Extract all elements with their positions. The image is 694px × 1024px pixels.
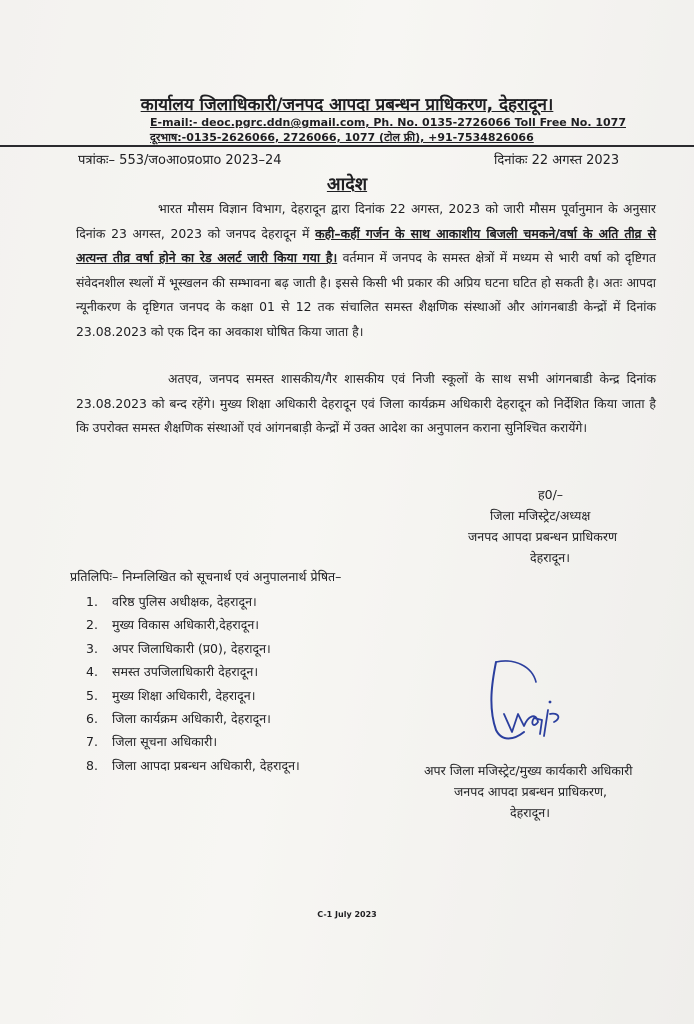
order-paragraph-2	[76, 367, 656, 441]
list-item	[86, 660, 300, 683]
footer-code: C-1 July 2023	[317, 910, 377, 919]
signatory-2-designation: अपर जिला मजिस्ट्रेट/मुख्य कार्यकारी अधिकारी	[424, 763, 633, 778]
list-item	[86, 730, 300, 753]
signatory-2-authority: जनपद आपदा प्रबन्धन प्राधिकरण,	[454, 784, 607, 799]
item-text: जिला आपदा प्रबन्धन अधिकारी, देहरादून।	[112, 757, 300, 773]
red-alert-highlight: कही–कहीं गर्जन के साथ आकाशीय बिजली चमकने/वर्षा के अति तीव्र से अत्यन्त तीव्र वर्षा होने का रेड अलर्ट जारी किया गया है।	[76, 225, 656, 265]
copy-recipient-list	[86, 590, 300, 777]
paragraph-2-text: अतएव, जनपद समस्त शासकीय/गैर शासकीय एवं निजी स्कूलों के साथ सभी आंगनबाडी केन्द्र दिनांक 23.08.2023 को बन्द रहेंगे। मुख्य शिक्षा अधिकारी देहरादून एवं जिला कार्यक्रम अधिकारी देहरादून को निर्देशित किया जाता है कि उपरोक्त समस्त शैक्षणिक संस्थाओं एवं आंगनबाड़ी केन्द्रों में उक्त आदेश का अनुपालन कराना सुनिश्चित करायेंगे।	[76, 371, 656, 435]
list-item	[86, 637, 300, 660]
handwritten-signature	[484, 652, 584, 747]
copy-to-heading: प्रतिलिपिः– निम्नलिखित को सूचनार्थ एवं अनुपालनार्थ प्रेषित–	[70, 569, 342, 584]
signatory-1-designation: जिला मजिस्ट्रेट/अध्यक्ष	[490, 508, 591, 523]
signatory-1-place: देहरादून।	[530, 550, 570, 565]
item-text: मुख्य शिक्षा अधिकारी, देहरादून।	[112, 687, 256, 703]
list-item	[86, 684, 300, 707]
item-number: 2.	[86, 617, 98, 633]
additional-magistrate-signature-block	[424, 760, 633, 823]
item-number: 7.	[86, 734, 98, 750]
item-text: जिला कार्यक्रम अधिकारी, देहरादून।	[112, 710, 271, 726]
district-magistrate-signature-block	[468, 484, 617, 568]
item-number: 5.	[86, 687, 98, 703]
order-paragraph-1	[76, 197, 656, 344]
reference-number: पत्रांकः– 553/जoआoप्रoप्राo 2023–24	[78, 153, 282, 168]
item-number: 8.	[86, 757, 98, 773]
list-item	[86, 613, 300, 636]
item-number: 3.	[86, 640, 98, 656]
phone-contact-line: दूरभाष:-0135-2626066, 2726066, 1077 (टोल फ्री), +91-7534826066	[150, 131, 534, 144]
paragraph-1-end: वर्तमान में जनपद के समस्त क्षेत्रों में मध्यम से भारी वर्षा को दृष्टिगत संवेदनशील स्थलों में भूस्खलन की सम्भावना बढ़ जाती है। इससे किसी भी प्रकार की अप्रिय घटना घटित हो सकती है। अतः आपदा न्यूनीकरण के दृष्टिगत जनपद के कक्षा 01 से 12 तक संचालित समस्त शैक्षणिक संस्थाओं और आंगनबाडी केन्द्रों में दिनांक 23.08.2023 को एक दिन का अवकाश घोषित किया जाता है।	[76, 250, 656, 339]
item-number: 6.	[86, 710, 98, 726]
signatory-2-place: देहरादून।	[510, 805, 550, 820]
list-item	[86, 707, 300, 730]
list-item	[86, 590, 300, 613]
paragraph-1-start: भारत मौसम विज्ञान विभाग, देहरादून द्वारा दिनांक 22 अगस्त, 2023 को जारी मौसम पूर्वानुमान के अनुसार दिनांक 23 अगस्त, 2023 को जनपद देहरादून में	[76, 201, 656, 241]
item-text: जिला सूचना अधिकारी।	[112, 734, 218, 750]
item-number: 1.	[86, 594, 98, 609]
item-text: मुख्य विकास अधिकारी,देहरादून।	[112, 617, 260, 633]
item-text: अपर जिलाधिकारी (प्र0), देहरादून।	[112, 640, 271, 656]
item-text: वरिष्ठ पुलिस अधीक्षक, देहरादून।	[112, 594, 257, 609]
office-title: कार्यालय जिलाधिकारी/जनपद आपदा प्रबन्धन प्राधिकरण, देहरादून।	[140, 95, 554, 115]
order-title: आदेश	[326, 174, 368, 195]
item-text: समस्त उपजिलाधिकारी देहरादून।	[112, 664, 259, 680]
email-contact-line: E-mail:- deoc.pgrc.ddn@gmail.com, Ph. No. 0135-2726066 Toll Free No. 1077	[150, 116, 626, 129]
header-divider	[0, 145, 694, 147]
list-item	[86, 754, 300, 777]
document-date: दिनांकः 22 अगस्त 2023	[494, 153, 620, 168]
item-number: 4.	[86, 664, 98, 680]
signed-mark: ह0/–	[538, 487, 564, 502]
signatory-1-authority: जनपद आपदा प्रबन्धन प्राधिकरण	[468, 529, 617, 544]
